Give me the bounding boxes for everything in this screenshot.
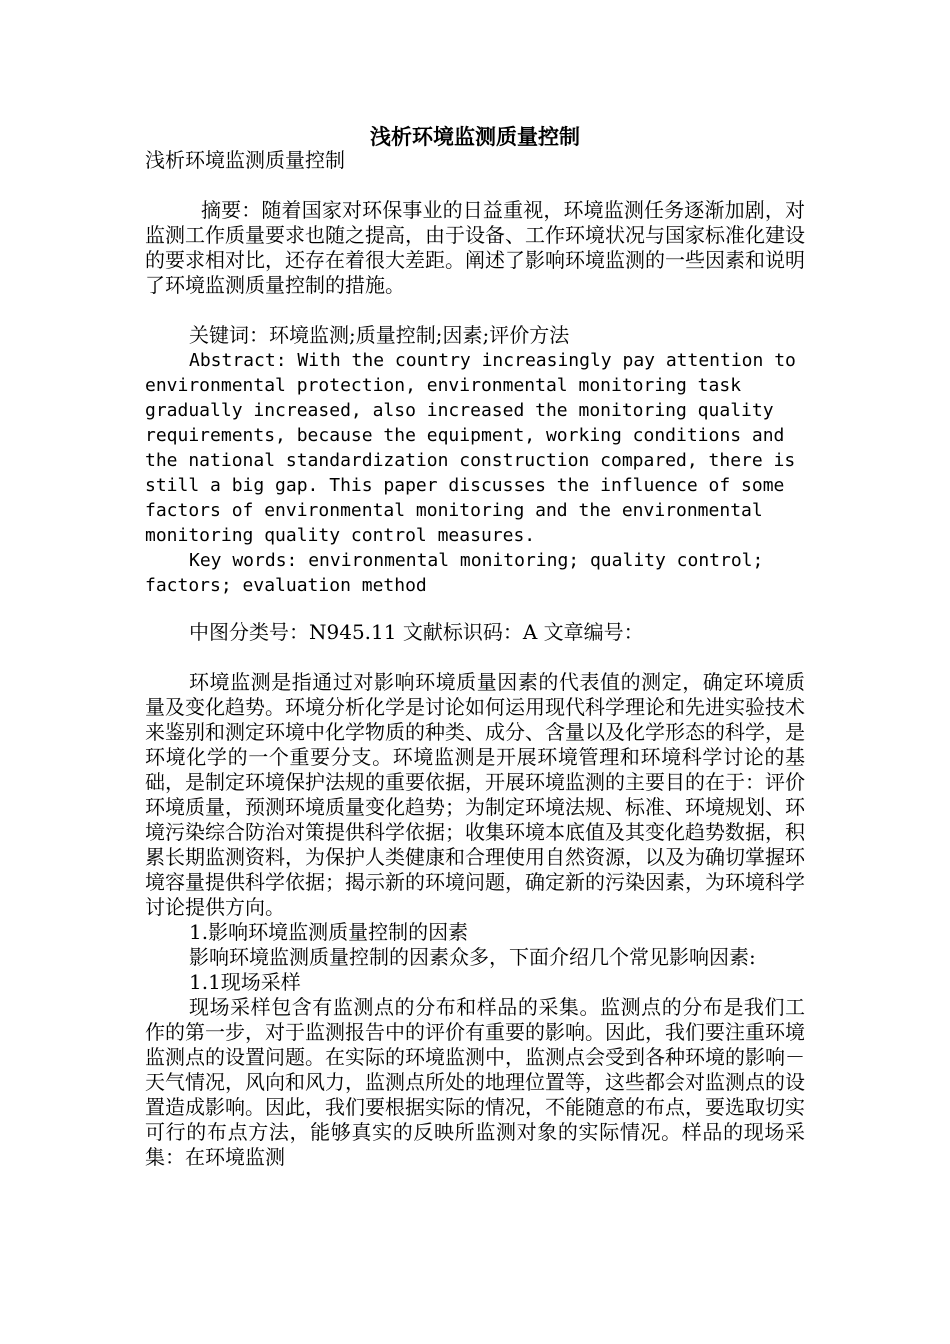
section-1-heading: 1.影响环境监测质量控制的因素 <box>189 920 469 944</box>
section-1-1-heading: 1.1现场采样 <box>189 970 301 994</box>
page-title: 浅析环境监测质量控制 <box>370 124 580 149</box>
section-1-paragraph: 影响环境监测质量控制的因素众多，下面介绍几个常见影响因素: <box>189 945 756 969</box>
subtitle: 浅析环境监测质量控制 <box>145 148 345 172</box>
abstract-en: Abstract: With the country increasingly pay attention to environmental protection, environmental monitoring task gradually increased, also increased the monitoring quality requirements, because the equipment, working conditions and the national standardization construction compared, there is still a big gap. This paper discusses the influence of some factors of environmental monitoring and the environmental monitoring quality control measures. <box>145 350 796 546</box>
keywords-cn: 关键词：环境监测;质量控制;因素;评价方法 <box>189 323 570 347</box>
keywords-en: Key words: environmental monitoring; quality control; factors; evaluation method <box>145 550 764 596</box>
classification-line: 中图分类号：N945.11 文献标识码：A 文章编号： <box>189 620 644 644</box>
document-body <box>145 148 805 1170</box>
abstract-cn: 摘要：随着国家对环保事业的日益重视，环境监测任务逐渐加剧，对监测工作质量要求也随之提高，由于设备、工作环境状况与国家标准化建设的要求相对比，还存在着很大差距。阐述了影响环境监测的一些因素和说明了环境监测质量控制的措施。 <box>145 198 805 297</box>
intro-paragraph: 环境监测是指通过对影响环境质量因素的代表值的测定，确定环境质量及变化趋势。环境分析化学是讨论如何运用现代科学理论和先进实验技术来鉴别和测定环境中化学物质的种类、成分、含量以及化学形态的科学，是环境化学的一个重要分支。环境监测是开展环境管理和环境科学讨论的基础，是制定环境保护法规的重要依据，开展环境监测的主要目的在于：评价环境质量，预测环境质量变化趋势；为制定环境法规、标准、环境规划、环境污染综合防治对策提供科学依据；收集环境本底值及其变化趋势数据，积累长期监测资料，为保护人类健康和合理使用自然资源，以及为确切掌握环境容量提供科学依据；揭示新的环境问题，确定新的污染因素，为环境科学讨论提供方向。 <box>145 670 805 919</box>
section-1-1-paragraph: 现场采样包含有监测点的分布和样品的采集。监测点的分布是我们工作的第一步，对于监测报告中的评价有重要的影响。因此，我们要注重环境监测点的设置问题。在实际的环境监测中，监测点会受到各种环境的影响－天气情况，风向和风力，监测点所处的地理位置等，这些都会对监测点的设置造成影响。因此，我们要根据实际的情况，不能随意的布点，要选取切实可行的布点方法，能够真实的反映所监测对象的实际情况。样品的现场采集：在环境监测 <box>145 995 805 1169</box>
